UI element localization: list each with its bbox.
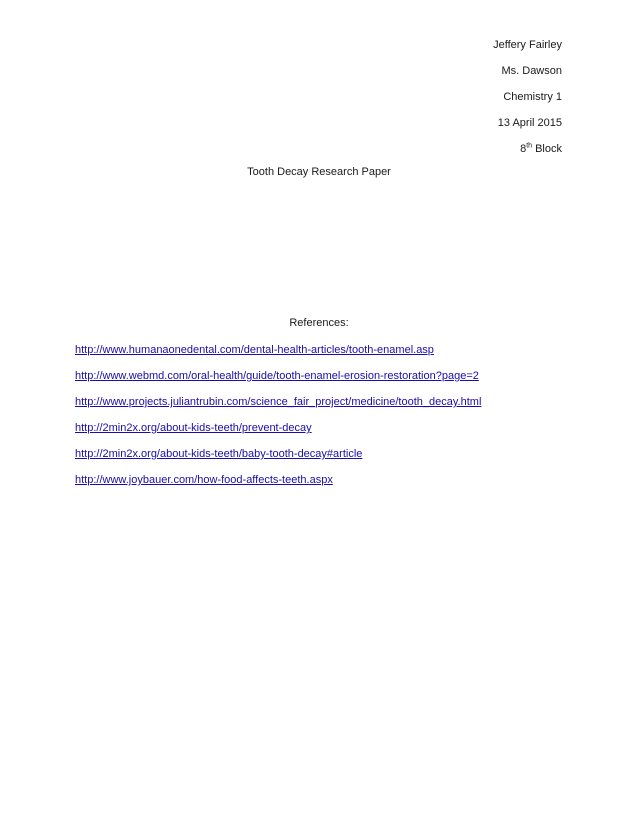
reference-link-humanaonedental[interactable]: http://www.humanaonedental.com/dental-health-articles/tooth-enamel.asp [75,344,434,356]
teacher-name: Ms. Dawson [501,65,562,77]
reference-link-juliantrubin[interactable]: http://www.projects.juliantrubin.com/science_fair_project/medicine/tooth_decay.html [75,396,482,408]
reference-item [75,395,481,421]
reference-item [75,473,481,499]
reference-item [75,447,481,473]
references-list [75,343,481,499]
course-name: Chemistry 1 [503,91,562,103]
reference-item [75,369,481,395]
reference-link-joybauer[interactable]: http://www.joybauer.com/how-food-affects-teeth.aspx [75,474,333,486]
reference-link-webmd[interactable]: http://www.webmd.com/oral-health/guide/tooth-enamel-erosion-restoration?page=2 [75,370,479,382]
references-heading: References: [289,317,349,329]
block-label: Block [532,143,562,155]
reference-link-2min2x-prevent-decay[interactable]: http://2min2x.org/about-kids-teeth/prevent-decay [75,422,312,434]
block-suffix: th [526,142,533,150]
header-block [493,38,562,168]
date: 13 April 2015 [497,117,562,129]
author-name: Jeffery Fairley [493,39,562,51]
reference-item [75,421,481,447]
reference-item [75,343,481,369]
reference-link-2min2x-baby-tooth-decay[interactable]: http://2min2x.org/about-kids-teeth/baby-tooth-decay#article [75,448,363,460]
paper-title: Tooth Decay Research Paper [247,166,391,178]
block [493,142,562,168]
block-number: 8 [520,143,527,155]
